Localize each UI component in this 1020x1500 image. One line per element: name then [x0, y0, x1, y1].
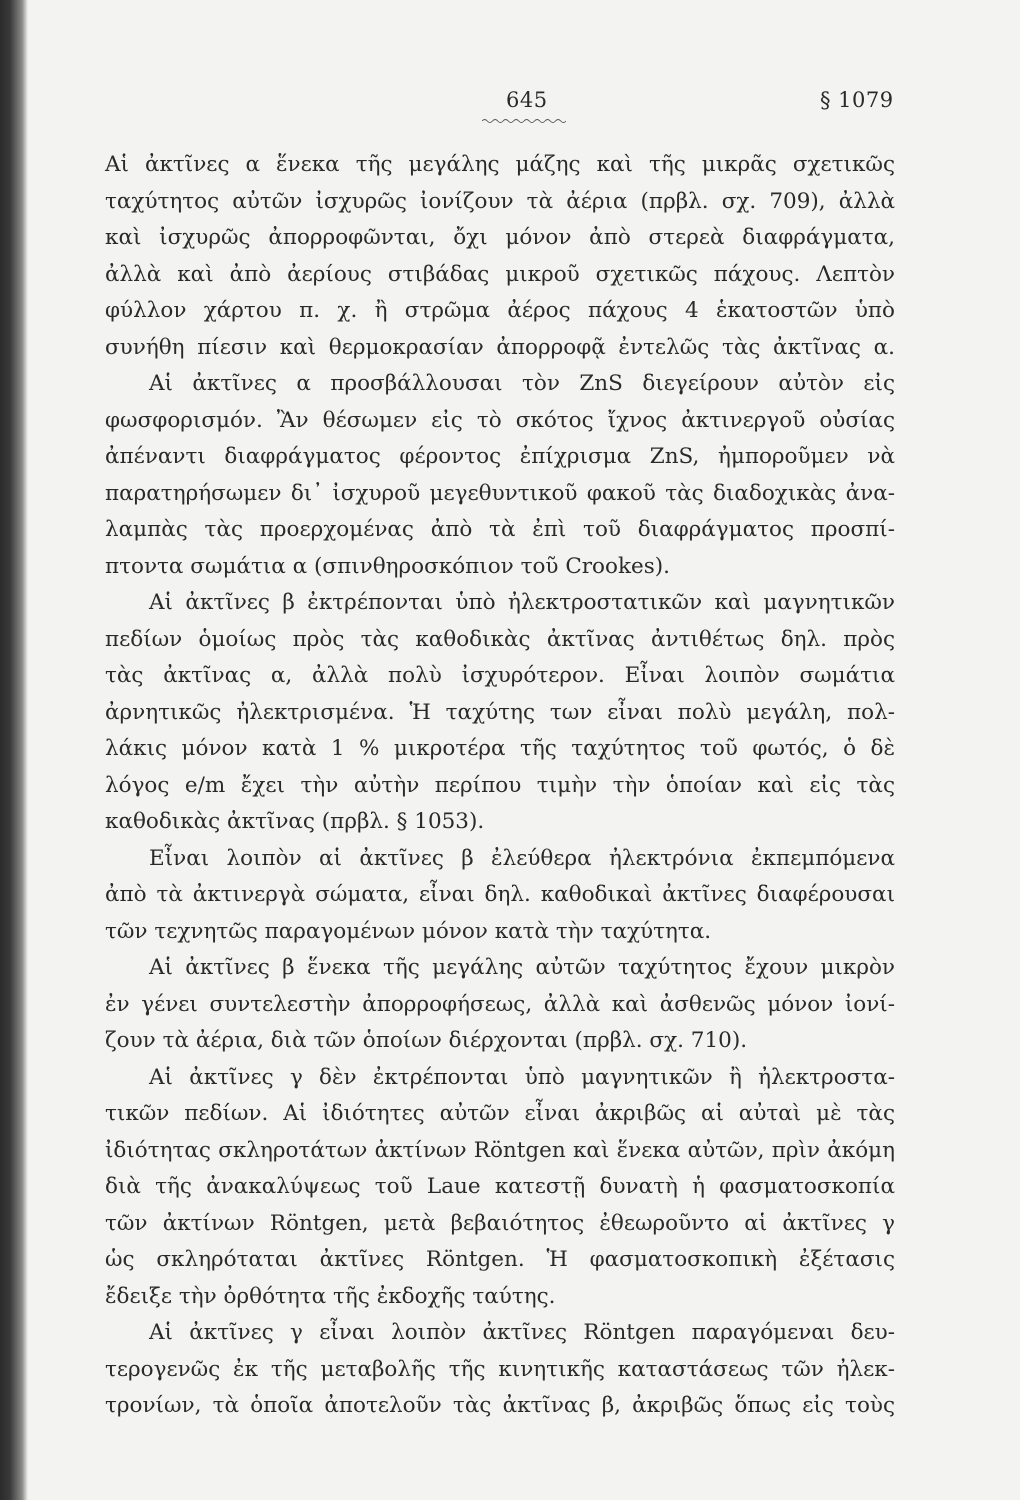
text-line: ὡς σκληρόταται ἀκτῖνες Röntgen. Ἡ φασματοσκοπικὴ ἐξέτασις	[105, 1247, 895, 1272]
text-line: φύλλον χάρτου π. χ. ἢ στρῶμα ἀέρος πάχους 4 ἑκατοστῶν ὑπὸ	[105, 298, 895, 323]
text-line: Αἱ ἀκτῖνες γ εἶναι λοιπὸν ἀκτῖνες Röntgen παραγόμεναι δευ-	[149, 1320, 895, 1345]
text-line: τῶν τεχνητῶς παραγομένων μόνον κατὰ τὴν ταχύτητα.	[105, 918, 712, 944]
text-line: λαμπὰς τὰς προερχομένας ἀπὸ τὰ ἐπὶ τοῦ διαφράγματος προσπί-	[105, 517, 895, 542]
text-line: Αἱ ἀκτῖνες γ δὲν ἐκτρέπονται ὑπὸ μαγνητικῶν ἢ ἠλεκτροστα-	[149, 1064, 895, 1090]
text-line: ἔδειξε τὴν ὀρθότητα τῆς ἐκδοχῆς ταύτης.	[105, 1283, 556, 1309]
text-line: φωσφορισμόν. Ἂν θέσωμεν εἰς τὸ σκότος ἴχνος ἀκτινεργοῦ οὐσίας	[105, 407, 895, 433]
page-number: 645	[506, 88, 548, 112]
text-line: ἰδιότητας σκληροτάτων ἀκτίνων Röntgen καὶ ἕνεκα αὐτῶν, πρὶν ἀκόμη	[105, 1137, 895, 1163]
text-line: λόγος e/m ἔχει τὴν αὐτὴν περίπου τιμὴν τὴν ὁποίαν καὶ εἰς τὰς	[105, 772, 895, 798]
text-line: ἀπὸ τὰ ἀκτινεργὰ σώματα, εἶναι δηλ. καθοδικαὶ ἀκτῖνες διαφέρουσαι	[105, 882, 895, 907]
text-line: ἀλλὰ καὶ ἀπὸ ἀερίους στιβάδας μικροῦ σχετικῶς πάχους. Λεπτὸν	[105, 261, 895, 287]
text-line: ἐν γένει συντελεστὴν ἀπορροφήσεως, ἀλλὰ καὶ ἀσθενῶς μόνον ἰονί-	[105, 991, 895, 1017]
page-binding-edge	[0, 0, 28, 1500]
text-line: τῶν ἀκτίνων Röntgen, μετὰ βεβαιότητος ἐθεωροῦντο αἱ ἀκτῖνες γ	[105, 1210, 895, 1236]
text-line: Εἶναι λοιπὸν αἱ ἀκτῖνες β ἐλεύθερα ἠλεκτρόνια ἐκπεμπόμενα	[149, 845, 895, 871]
text-line: Αἱ ἀκτῖνες β ἕνεκα τῆς μεγάλης αὐτῶν ταχύτητος ἔχουν μικρὸν	[149, 955, 895, 980]
text-line: ταχύτητος αὐτῶν ἰσχυρῶς ἰονίζουν τὰ ἀέρια (πρβλ. σχ. 709), ἀλλὰ	[105, 188, 895, 214]
text-line: τικῶν πεδίων. Αἱ ἰδιότητες αὐτῶν εἶναι ἀκριβῶς αἱ αὐταὶ μὲ τὰς	[105, 1101, 895, 1126]
text-line: πτοντα σωμάτια α (σπινθηροσκόπιον τοῦ Crookes).	[105, 553, 670, 579]
text-line: ζουν τὰ ἀέρια, διὰ τῶν ὁποίων διέρχονται (πρβλ. σχ. 710).	[105, 1028, 748, 1053]
text-line: παρατηρήσωμεν δι᾽ ἰσχυροῦ μεγεθυντικοῦ φακοῦ τὰς διαδοχικὰς ἀνα-	[105, 480, 895, 506]
text-line: ἀπέναντι διαφράγματος φέροντος ἐπίχρισμα ZnS, ἠμποροῦμεν νὰ	[105, 444, 895, 469]
text-line: Αἱ ἀκτῖνες β ἐκτρέπονται ὑπὸ ἠλεκτροστατικῶν καὶ μαγνητικῶν	[149, 590, 895, 615]
text-line: καθοδικὰς ἀκτῖνας (πρβλ. § 1053).	[105, 809, 485, 834]
text-line: Αἱ ἀκτῖνες α προσβάλλουσαι τὸν ZnS διεγείρουν αὐτὸν εἰς	[149, 371, 895, 396]
text-line: λάκις μόνον κατὰ 1 % μικροτέρα τῆς ταχύτητος τοῦ φωτός, ὁ δὲ	[105, 736, 895, 761]
text-line: πεδίων ὁμοίως πρὸς τὰς καθοδικὰς ἀκτῖνας ἀντιθέτως δηλ. πρὸς	[105, 626, 895, 652]
wavy-rule-ornament	[482, 118, 566, 124]
text-line: ἀρνητικῶς ἠλεκτρισμένα. Ἡ ταχύτης των εἶναι πολὺ μεγάλη, πολ-	[105, 699, 895, 725]
page-header	[0, 88, 1020, 128]
text-line: τερογενῶς ἐκ τῆς μεταβολῆς τῆς κινητικῆς καταστάσεως τῶν ἠλεκ-	[105, 1356, 895, 1382]
text-line: Αἱ ἀκτῖνες α ἕνεκα τῆς μεγάλης μάζης καὶ τῆς μικρᾶς σχετικῶς	[105, 152, 895, 177]
text-line: τρονίων, τὰ ὁποῖα ἀποτελοῦν τὰς ἀκτῖνας β, ἀκριβῶς ὅπως εἰς τοὺς	[105, 1393, 895, 1418]
text-line: διὰ τῆς ἀνακαλύψεως τοῦ Laue κατεστῇ δυνατὴ ἡ φασματοσκοπία	[105, 1174, 895, 1199]
section-number: § 1079	[820, 88, 894, 112]
text-line: τὰς ἀκτῖνας α, ἀλλὰ πολὺ ἰσχυρότερον. Εἶναι λοιπὸν σωμάτια	[105, 663, 895, 688]
text-line: καὶ ἰσχυρῶς ἀπορροφῶνται, ὄχι μόνον ἀπὸ στερεὰ διαφράγματα,	[105, 225, 895, 250]
text-line: συνήθη πίεσιν καὶ θερμοκρασίαν ἀπορροφᾷ ἐντελῶς τὰς ἀκτῖνας α.	[105, 334, 895, 360]
